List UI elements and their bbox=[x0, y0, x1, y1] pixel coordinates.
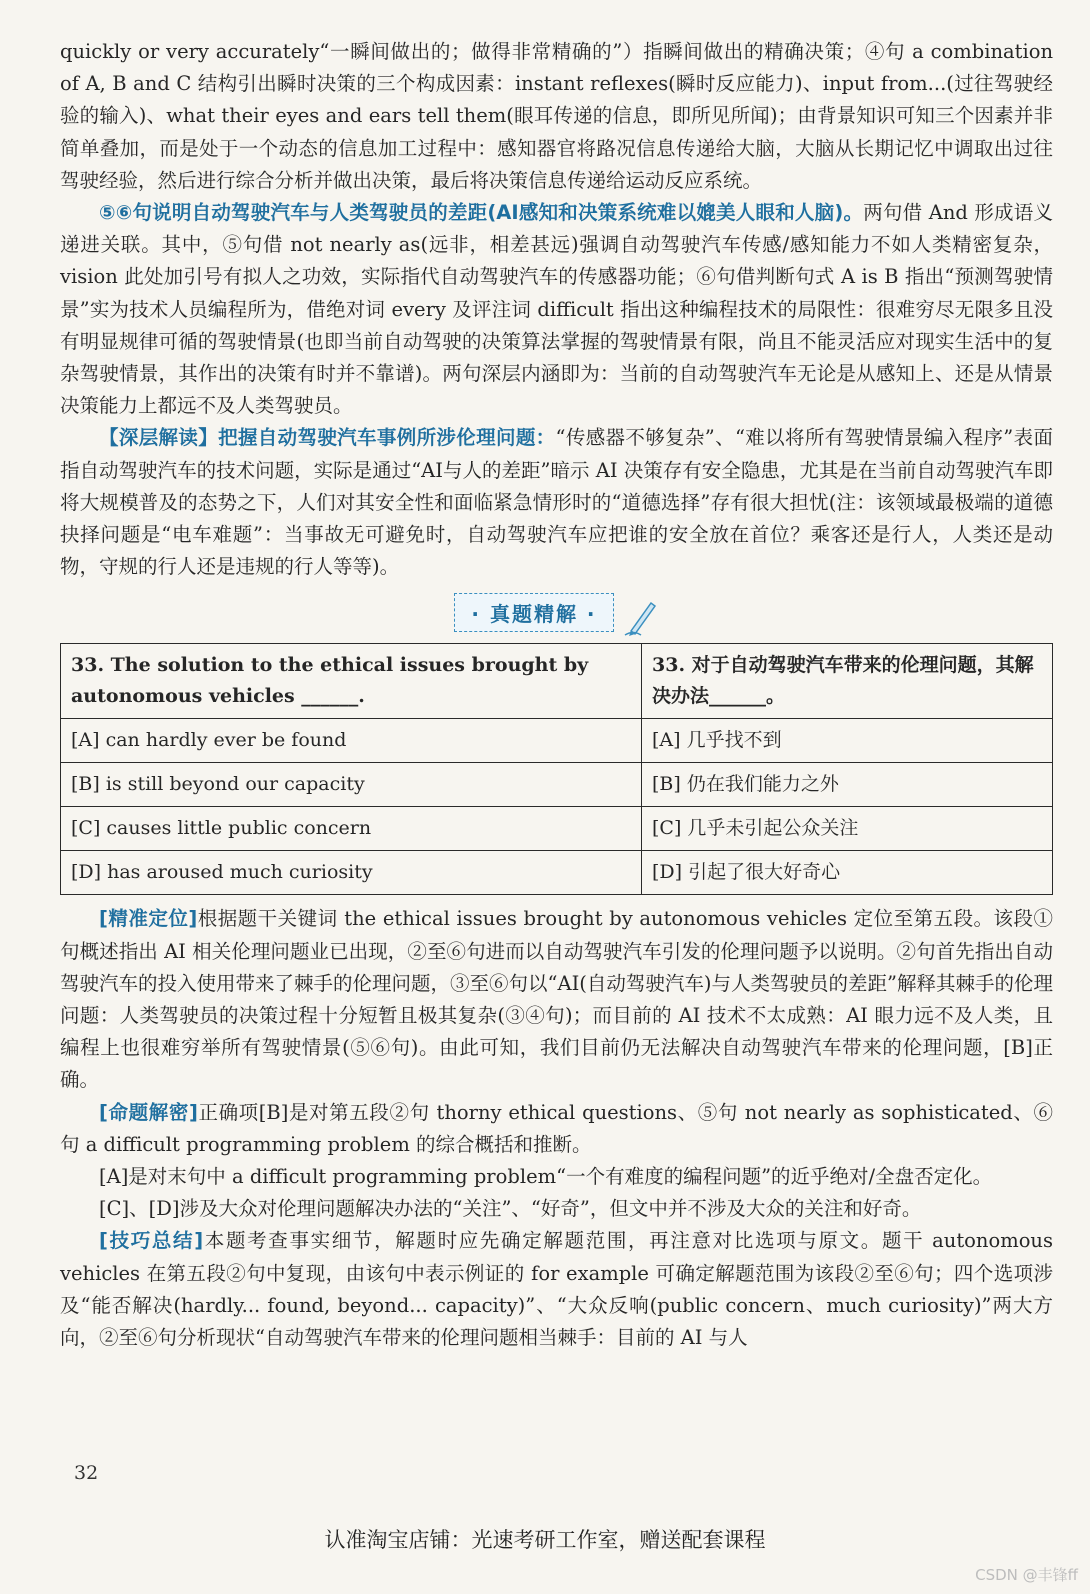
option-row bbox=[61, 763, 1053, 807]
paragraph-3-body: “传感器不够复杂”、“难以将所有驾驶情景编入程序”表面指自动驾驶汽车的技术问题，实际是通过“AI与人的差距”暗示 AI 决策存有安全隐患，尤其是在当前自动驾驶汽车即将大规模普及的态势之下，人们对其安全性和面临紧急情形时的“道德选择”存有很大担忧(注：该领域最极端的道德抉择问题是“电车难题”：当事故无可避免时，自动驾驶汽车应把谁的安全放在首位？乘客还是行人，人类还是动物，守规的行人还是违规的行人等等)。 bbox=[60, 426, 1053, 579]
locate-body: 根据题干关键词 the ethical issues brought by autonomous vehicles 定位至第五段。该段①句概述指出 AI 相关伦理问题业已出现，②至⑥句进而以自动驾驶汽车引发的伦理问题予以说明。②句首先指出自动驾驶汽车的投入使用带来了棘手的伦理问题，③至⑥句以“AI(自动驾驶汽车)与人类驾驶员的差距”解释其棘手的伦理问题：人类驾驶员的决策过程十分短暂且极其复杂(③④句)；而目前的 AI 技术不太成熟：AI 眼力远不及人类，且编程上也很难穷举所有驾驶情景(⑤⑥句)。由此可知，我们目前仍无法解决自动驾驶汽车带来的伦理问题，[B]正确。 bbox=[60, 907, 1053, 1092]
paragraph-1: quickly or very accurately“一瞬间做出的；做得非常精确的”）指瞬间做出的精确决策；④句 a combination of A, B and C 结构引出瞬时决策的三个构成因素：instant reflexes(瞬时反应能力)、input from...(过往驾驶经验的输入)、what their eyes and ears tell them(眼耳传递的信息，即所见所闻)；由背景知识可知三个因素并非简单叠加，而是处于一个动态的信息加工过程中：感知器官将路况信息传递给大脑，大脑从长期记忆中调取出过往驾驶经验，然后进行综合分析并做出决策，最后将决策信息传递给运动反应系统。 bbox=[60, 40, 1053, 192]
decode-tag: [命题解密] bbox=[99, 1100, 198, 1124]
paragraph-option-a: [A]是对末句中 a difficult programming problem“一个有难度的编程问题”的近乎绝对/全盘否定化。 bbox=[99, 1165, 993, 1189]
skill-tag: [技巧总结] bbox=[99, 1229, 204, 1253]
deep-reading-highlight: 【深层解读】把握自动驾驶汽车事例所涉伦理问题： bbox=[99, 426, 556, 450]
option-c-en: [C] causes little public concern bbox=[61, 807, 642, 851]
paragraph-skill bbox=[60, 1225, 1053, 1354]
option-row bbox=[61, 719, 1053, 763]
paragraph-2-body: 两句借 And 形成语义递进关联。其中，⑤句借 not nearly as(远非，相差甚远)强调自动驾驶汽车传感/感知能力不如人类精密复杂，vision 此处加引号有拟人之功效，实际指代自动驾驶汽车的传感器功能；⑥句借判断句式 A is B 指出“预测驾驶情景”实为技术人员编程所为，借绝对词 every 及评注词 difficult 指出这种编程技术的局限性：很难穷尽无限多且没有明显规律可循的驾驶情景(也即当前自动驾驶的决策算法掌握的驾驶情景有限，尚且不能灵活应对现实生活中的复杂驾驶情景，其作出的决策有时并不靠谱)。两句深层内涵即为：当前的自动驾驶汽车无论是从感知上、还是从情景决策能力上都远不及人类驾驶员。 bbox=[60, 201, 1053, 418]
question-stem-row bbox=[61, 644, 1053, 719]
option-d-en: [D] has aroused much curiosity bbox=[61, 851, 642, 895]
option-row bbox=[61, 807, 1053, 851]
section-heading-wrap bbox=[60, 593, 1053, 635]
page-content bbox=[60, 36, 1053, 1354]
paragraph-2 bbox=[60, 197, 1053, 422]
question-stem-zh: 33. 对于自动驾驶汽车带来的伦理问题，其解决办法______。 bbox=[642, 644, 1053, 719]
question-table bbox=[60, 643, 1053, 895]
pen-icon bbox=[623, 597, 659, 637]
paragraph-locate bbox=[60, 903, 1053, 1096]
paragraph-3 bbox=[60, 422, 1053, 583]
section-heading: · 真题精解 · bbox=[454, 593, 613, 632]
option-b-zh: [B] 仍在我们能力之外 bbox=[642, 763, 1053, 807]
option-c-zh: [C] 几乎未引起公众关注 bbox=[642, 807, 1053, 851]
paragraph-2-highlight: ⑤⑥句说明自动驾驶汽车与人类驾驶员的差距(AI感知和决策系统难以媲美人眼和人脑)。 bbox=[99, 201, 864, 225]
option-a-zh: [A] 几乎找不到 bbox=[642, 719, 1053, 763]
page-number: 32 bbox=[74, 1462, 99, 1484]
decode-body: 正确项[B]是对第五段②句 thorny ethical questions、⑤句 not nearly as sophisticated、⑥句 a difficult programming problem 的综合概括和推断。 bbox=[60, 1100, 1053, 1156]
paragraph-decode bbox=[60, 1097, 1053, 1161]
skill-body: 本题考查事实细节，解题时应先确定解题范围，再注意对比选项与原文。题干 autonomous vehicles 在第五段②句中复现，由该句中表示例证的 for example 可确定解题范围为该段②至⑥句；四个选项涉及“能否解决(hardly... found, beyond... capacity)”、“大众反响(public concern、much curiosity)”两大方向，②至⑥句分析现状“自动驾驶汽车带来的伦理问题相当棘手：目前的 AI 与人 bbox=[60, 1229, 1053, 1350]
locate-tag: [精准定位] bbox=[99, 907, 198, 931]
option-b-en: [B] is still beyond our capacity bbox=[61, 763, 642, 807]
paragraph-option-cd: [C]、[D]涉及大众对伦理问题解决办法的“关注”、“好奇”，但文中并不涉及大众的关注和好奇。 bbox=[99, 1197, 922, 1221]
option-row bbox=[61, 851, 1053, 895]
option-a-en: [A] can hardly ever be found bbox=[61, 719, 642, 763]
watermark: CSDN @丰锋ff bbox=[975, 1566, 1078, 1584]
question-stem-en: 33. The solution to the ethical issues brought by autonomous vehicles ______. bbox=[61, 644, 642, 719]
footer-note: 认准淘宝店铺：光速考研工作室，赠送配套课程 bbox=[324, 1528, 766, 1552]
option-d-zh: [D] 引起了很大好奇心 bbox=[642, 851, 1053, 895]
